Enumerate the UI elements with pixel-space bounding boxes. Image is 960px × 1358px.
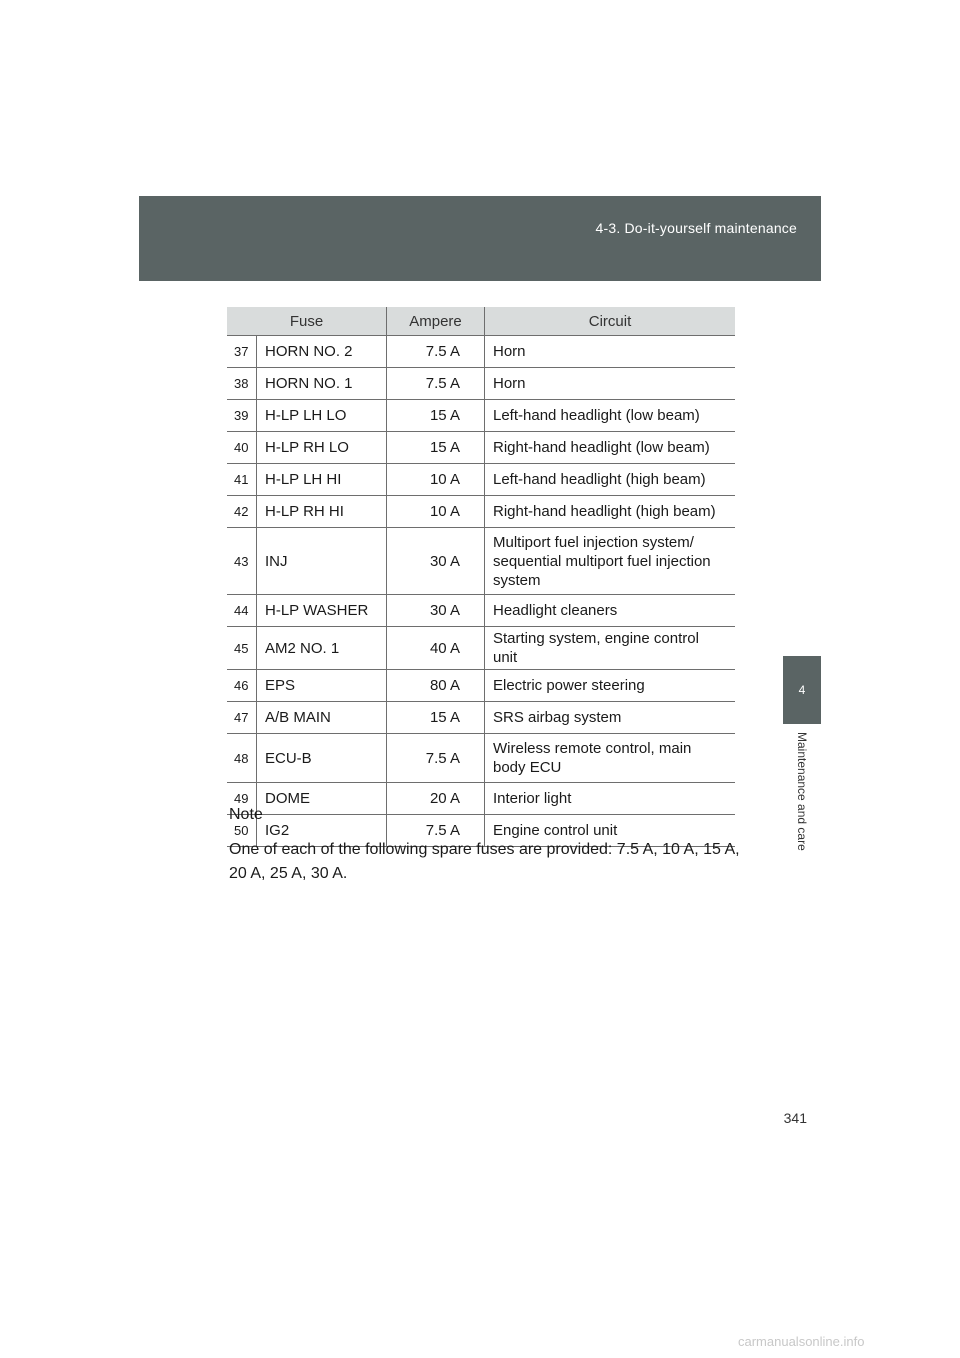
fuse-circuit: Electric power steering xyxy=(485,670,736,702)
column-header-ampere: Ampere xyxy=(387,307,485,336)
fuse-circuit: Right-hand headlight (high beam) xyxy=(485,496,736,528)
table-row xyxy=(227,734,735,783)
fuse-circuit: Left-hand headlight (low beam) xyxy=(485,400,736,432)
fuse-number: 49 xyxy=(227,783,257,815)
fuse-circuit: SRS airbag system xyxy=(485,702,736,734)
table-row xyxy=(227,702,735,734)
fuse-number: 40 xyxy=(227,432,257,464)
fuse-ampere: 30 A xyxy=(387,528,485,595)
fuse-circuit: Wireless remote control, main body ECU xyxy=(485,734,736,783)
fuse-number: 46 xyxy=(227,670,257,702)
watermark: carmanualsonline.info xyxy=(738,1334,865,1349)
column-header-circuit: Circuit xyxy=(485,307,736,336)
table-row xyxy=(227,464,735,496)
fuse-ampere: 30 A xyxy=(387,595,485,627)
fuse-name: HORN NO. 1 xyxy=(257,368,387,400)
fuse-ampere: 7.5 A xyxy=(387,734,485,783)
fuse-name: H-LP RH LO xyxy=(257,432,387,464)
table-row xyxy=(227,528,735,595)
fuse-name: AM2 NO. 1 xyxy=(257,627,387,670)
fuse-number: 39 xyxy=(227,400,257,432)
fuse-circuit: Right-hand headlight (low beam) xyxy=(485,432,736,464)
table-row xyxy=(227,336,735,368)
chapter-number: 4 xyxy=(798,683,806,697)
fuse-name: ECU-B xyxy=(257,734,387,783)
table-row xyxy=(227,670,735,702)
note-title: Note xyxy=(229,806,263,823)
fuse-circuit: Interior light xyxy=(485,783,736,815)
fuse-ampere: 10 A xyxy=(387,496,485,528)
chapter-label: Maintenance and care xyxy=(795,732,809,851)
fuse-circuit: Starting system, engine control unit xyxy=(485,627,736,670)
fuse-ampere: 20 A xyxy=(387,783,485,815)
table-row xyxy=(227,432,735,464)
fuse-ampere: 15 A xyxy=(387,400,485,432)
fuse-number: 50 xyxy=(227,815,257,847)
fuse-name: HORN NO. 2 xyxy=(257,336,387,368)
fuse-name: H-LP LH LO xyxy=(257,400,387,432)
fuse-name: IG2 xyxy=(257,815,387,847)
fuse-ampere: 7.5 A xyxy=(387,815,485,847)
section-title: 4-3. Do-it-yourself maintenance xyxy=(595,220,797,236)
fuse-number: 43 xyxy=(227,528,257,595)
column-header-fuse: Fuse xyxy=(227,307,387,336)
table-row xyxy=(227,595,735,627)
fuse-number: 42 xyxy=(227,496,257,528)
table-row xyxy=(227,400,735,432)
fuse-circuit: Horn xyxy=(485,368,736,400)
fuse-number: 45 xyxy=(227,627,257,670)
table-row xyxy=(227,627,735,670)
fuse-ampere: 40 A xyxy=(387,627,485,670)
fuse-circuit: Horn xyxy=(485,336,736,368)
note-text: One of each of the following spare fuses are provided: 7.5 A, 10 A, 15 A, 20 A, 25 A, 30 A. xyxy=(229,841,740,882)
fuse-name: H-LP RH HI xyxy=(257,496,387,528)
chapter-header-band xyxy=(139,196,821,281)
fuse-number: 41 xyxy=(227,464,257,496)
fuse-circuit: Multiport fuel injection system/ sequential multiport fuel injection system xyxy=(485,528,736,595)
fuse-name: EPS xyxy=(257,670,387,702)
fuse-name: DOME xyxy=(257,783,387,815)
table-row xyxy=(227,496,735,528)
table-row xyxy=(227,368,735,400)
fuse-number: 38 xyxy=(227,368,257,400)
fuse-table xyxy=(227,307,735,847)
fuse-circuit: Headlight cleaners xyxy=(485,595,736,627)
fuse-number: 48 xyxy=(227,734,257,783)
fuse-name: H-LP LH HI xyxy=(257,464,387,496)
fuse-number: 37 xyxy=(227,336,257,368)
fuse-name: A/B MAIN xyxy=(257,702,387,734)
fuse-ampere: 7.5 A xyxy=(387,336,485,368)
fuse-circuit: Left-hand headlight (high beam) xyxy=(485,464,736,496)
fuse-ampere: 80 A xyxy=(387,670,485,702)
fuse-ampere: 7.5 A xyxy=(387,368,485,400)
fuse-number: 44 xyxy=(227,595,257,627)
table-header-row xyxy=(227,307,735,336)
chapter-tab xyxy=(783,656,821,724)
fuse-name: H-LP WASHER xyxy=(257,595,387,627)
fuse-number: 47 xyxy=(227,702,257,734)
fuse-ampere: 15 A xyxy=(387,702,485,734)
fuse-ampere: 15 A xyxy=(387,432,485,464)
fuse-name: INJ xyxy=(257,528,387,595)
page-number: 341 xyxy=(783,1110,807,1126)
table-row xyxy=(227,783,735,815)
fuse-circuit: Engine control unit xyxy=(485,815,736,847)
fuse-ampere: 10 A xyxy=(387,464,485,496)
